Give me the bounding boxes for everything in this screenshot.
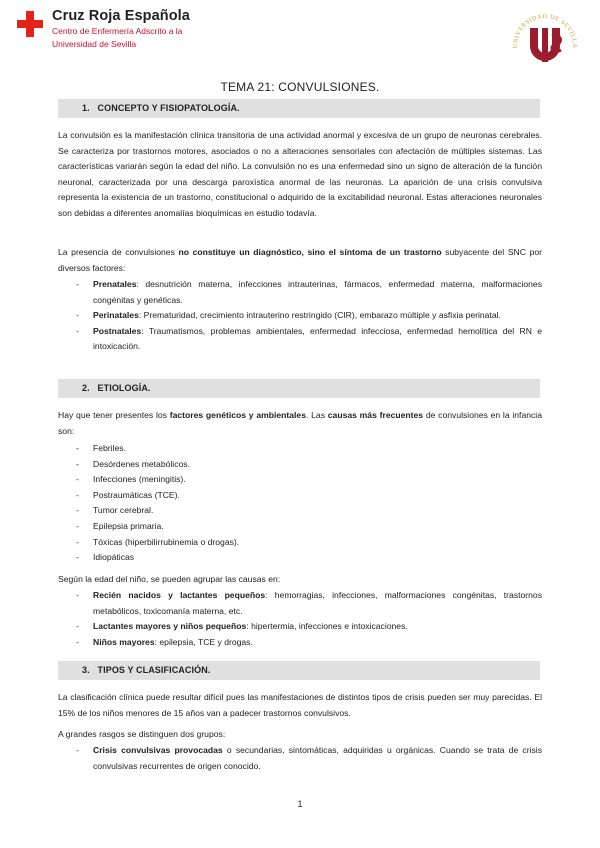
- list-item: - Febriles.: [58, 441, 542, 457]
- paragraph: [58, 408, 542, 439]
- list-item: - Postraumáticas (TCE).: [58, 488, 542, 504]
- section-header-tipos: [58, 661, 540, 680]
- red-cross-logo: [16, 10, 44, 38]
- paragraph: [58, 245, 542, 276]
- list-item-label: Prenatales: [93, 279, 137, 289]
- university-seville-logo: [508, 6, 582, 74]
- list-item: [58, 619, 542, 635]
- list-item-text: : hemorragias, infecciones, malformaciones congénitas, trastornos metabólicos, toxicomanía materna, etc.: [93, 590, 542, 616]
- text-run: de convulsiones en la infancia son:: [58, 410, 542, 436]
- section-title: TIPOS Y CLASIFICACIÓN.: [97, 665, 211, 675]
- page-title: TEMA 21: CONVULSIONES.: [220, 80, 380, 94]
- list-item-label: Recién nacidos y lactantes pequeños: [93, 590, 266, 600]
- paragraph: Según la edad del niño, se pueden agrupar las causas en:: [58, 574, 281, 584]
- org-sub-line1: Centro de Enfermería Adscrito a la: [52, 26, 183, 36]
- emphasis-text: factores genéticos y ambientales: [169, 410, 306, 420]
- org-name: Cruz Roja Española: [52, 8, 190, 24]
- university-ring-text: UNIVERSIDAD DE SEVILLA: [511, 12, 579, 49]
- list-item: - Infecciones (meningitis).: [58, 472, 542, 488]
- list-item: [58, 635, 542, 651]
- section-number: 1.: [82, 103, 90, 113]
- section-title: ETIOLOGÍA.: [97, 383, 151, 393]
- list-item-label: Perinatales: [93, 310, 139, 321]
- list-item: - Tumor cerebral.: [58, 503, 542, 519]
- list-item: [58, 308, 542, 324]
- age-groups-list: [58, 588, 542, 650]
- list-item: - Epilepsia primaria.: [58, 519, 542, 535]
- section-header-etiologia: [58, 379, 540, 398]
- paragraph: La clasificación clínica puede resultar difícil pues las manifestaciones de distintos tipos de crisis pueden ser muy parecidas. El 15% de los niños menores de 15 años van a padecer trastornos convulsivos.: [58, 692, 542, 718]
- emphasis-text: no constituye un diagnóstico, sino el síntoma de un trastorno: [178, 247, 442, 257]
- list-item-label: Niños mayores: [93, 636, 155, 647]
- text-run: subyacente del SNC por diversos factores:: [58, 247, 542, 273]
- section-number: 3.: [82, 665, 90, 675]
- list-item-text: : hipertermia, infecciones e intoxicaciones.: [246, 621, 408, 632]
- list-item-text: : Prematuridad, crecimiento intrauterino restringido (CIR), embarazo múltiple y asfixia perinatal.: [138, 310, 501, 321]
- list-item: [58, 588, 542, 619]
- factor-list: [58, 277, 542, 355]
- org-header: [52, 8, 190, 50]
- list-item-label: Crisis convulsivas provocadas: [93, 745, 223, 755]
- list-item: - Idiopáticas: [58, 550, 542, 566]
- list-item: [58, 324, 542, 355]
- list-item-text: : Traumatismos, problemas ambientales, enfermedad infecciosa, enfermedad hemolítica del RN e intoxicación.: [93, 325, 542, 352]
- list-item: - Desórdenes metabólicos.: [58, 457, 542, 473]
- groups-list: [58, 743, 542, 774]
- list-item-text: o secundarias, sintomáticas, adquiridas u orgánicas. Cuando se trata de crisis convulsivas recurrentes de origen conocido.: [93, 745, 542, 771]
- section-header-concepto: [58, 99, 540, 118]
- page-number: 1: [297, 799, 303, 809]
- section-title: CONCEPTO Y FISIOPATOLOGÍA.: [97, 103, 240, 113]
- list-item: [58, 743, 542, 774]
- list-item-text: : epilepsia, TCE y drogas.: [154, 636, 253, 647]
- org-sub-line2: Universidad de Sevilla: [52, 39, 137, 49]
- list-item-text: : desnutrición materna, infecciones intrauterinas, fármacos, enfermedad materna, malformaciones congénitas y genéticas.: [93, 279, 542, 305]
- list-item-label: Lactantes mayores y niños pequeños: [93, 621, 247, 632]
- list-item: [58, 277, 542, 308]
- emphasis-text: causas más frecuentes: [327, 410, 424, 420]
- list-item-label: Postnatales: [93, 325, 142, 336]
- text-run: La presencia de convulsiones: [58, 247, 179, 257]
- list-item: - Tóxicas (hiperbilirrubinemia o drogas).: [58, 535, 542, 551]
- paragraph: La convulsión es la manifestación clínica transitoria de una actividad anormal y excesiva de un grupo de neuronas cerebrales. Se caracteriza por trastornos motores, asociados o no a alteraciones sensoriales con afectación de múltiples sistemas. Las características variarán según la edad del niño. La convulsión no es una enfermedad sino un signo de alteración de la función neuronal, caracterizada por una descarga paroxística anormal de las neuronas. La aparición de una crisis convulsiva representa la existencia de un trastorno, constitucional o adquirido de la excitabilidad neuronal. Estas alteraciones neuronales son debidas a diferentes anomalías bioquímicas en estudio todavía.: [58, 130, 542, 218]
- text-run: . Las: [306, 410, 328, 420]
- section-number: 2.: [82, 383, 90, 393]
- text-run: Hay que tener presentes los: [58, 410, 170, 420]
- paragraph: A grandes rasgos se distinguen dos grupos:: [58, 729, 226, 739]
- causes-list: [58, 441, 542, 566]
